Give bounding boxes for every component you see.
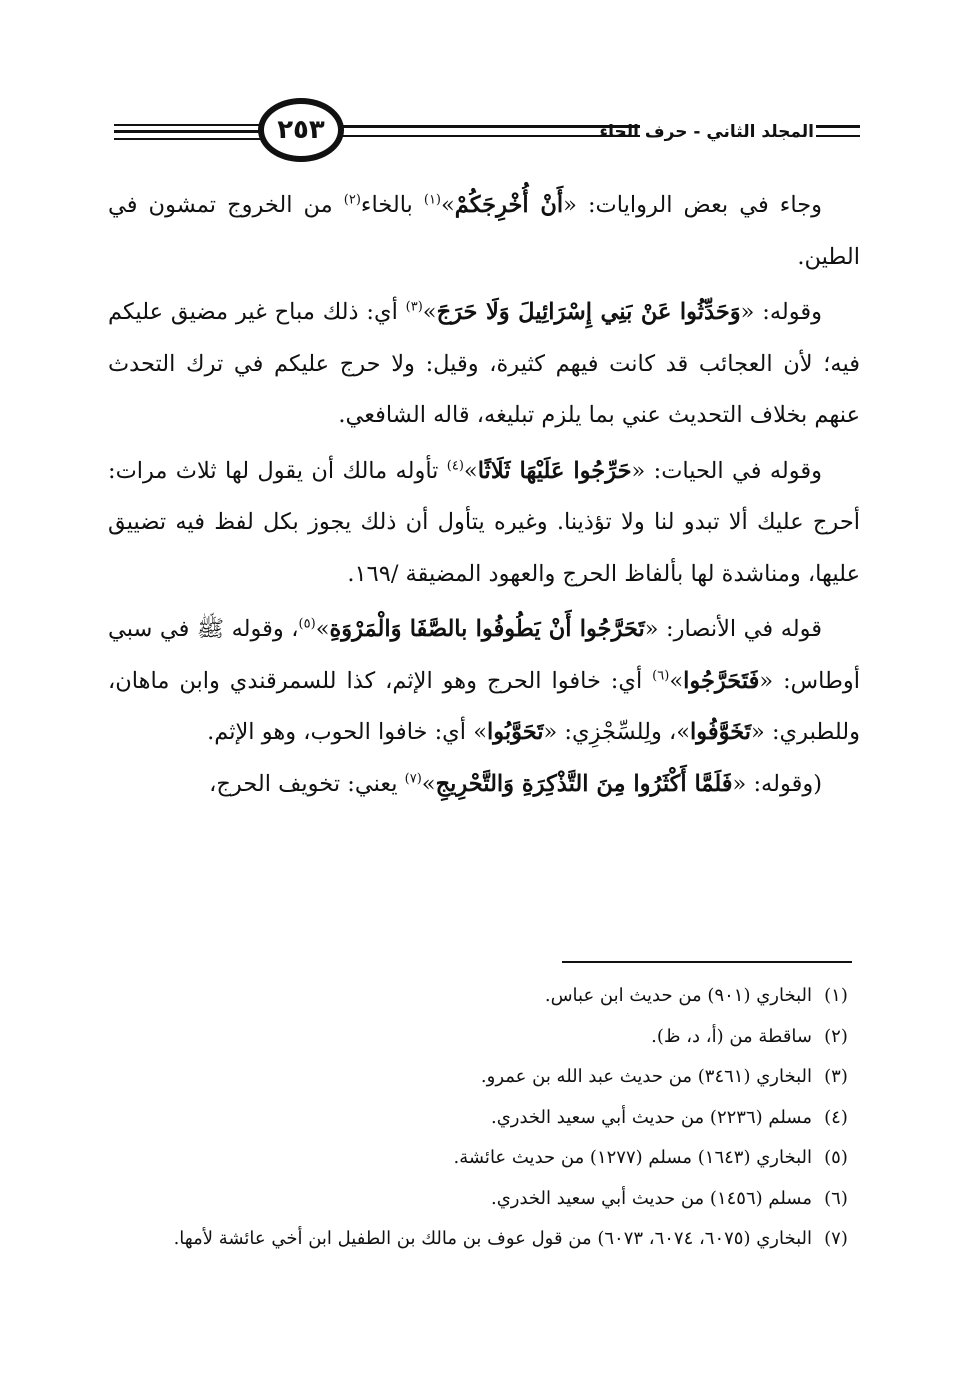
text-run: »، ولِلسِّجْزِي: «: [543, 719, 690, 745]
footnote-text: مسلم (١٤٥٦) من حديث أبي سعيد الخدري.: [490, 1187, 812, 1209]
footnotes: [108, 976, 860, 1260]
footnote-text: البخاري (١٦٤٣) مسلم (١٢٧٧) من حديث عائشة.: [453, 1147, 812, 1168]
page-number: ٢٥٣: [277, 115, 325, 145]
hadith-quote: فَتَحَرَّجُوا: [683, 667, 760, 694]
footnote-text: البخاري (٩٠١) من حديث ابن عباس.: [544, 985, 812, 1006]
footnote-separator: [562, 961, 852, 963]
footnote: [108, 1179, 860, 1220]
hadith-quote: تَخَوَّفُوا: [690, 719, 752, 745]
paragraph: [108, 604, 860, 759]
header-rule: [816, 135, 860, 137]
hadith-quote: تَحَوَّبُوا: [486, 719, 544, 745]
footnote: [108, 976, 860, 1017]
hadith-quote: تَحَرَّجُوا أَنْ يَطُوفُوا بالصَّفَا وَالْمَرْوَةِ: [329, 616, 645, 642]
text-run: من الخروج تمشون في الطين.: [108, 192, 860, 270]
footnote-text: البخاري (٦٠٧٥، ٦٠٧٤، ٦٠٧٣) من قول عوف بن مالك بن الطفيل ابن أخي عائشة لأمها.: [173, 1228, 812, 1249]
main-text: [108, 180, 860, 810]
footnote-ref: (٣): [405, 299, 423, 315]
footnote-number: (٧): [824, 1228, 848, 1249]
text-run: ، وقوله ﷺ في سبي أوطاس: «: [108, 616, 860, 694]
hadith-quote: حَرِّجُوا عَلَيْهَا ثَلَاثًا: [477, 457, 632, 484]
footnote-ref: (٧): [404, 771, 422, 786]
footnote-text: البخاري (٣٤٦١) من حديث عبد الله بن عمرو.: [480, 1066, 812, 1087]
header-rule: [114, 130, 264, 133]
footnote-text: مسلم (٢٢٣٦) من حديث أبي سعيد الخدري.: [490, 1106, 812, 1128]
footnote: [108, 1138, 860, 1179]
header-rule: [340, 135, 640, 137]
footnote-ref: (١): [423, 192, 441, 208]
footnote-ref: (٦): [652, 668, 670, 683]
page-number-badge: [258, 98, 344, 162]
footnote-ref: (٢): [343, 192, 361, 208]
text-run: وقوله في الحيات: «: [631, 457, 823, 484]
footnote-ref: (٤): [446, 458, 464, 473]
header-rule: [816, 125, 860, 128]
footnote: [108, 1098, 860, 1139]
text-run: وجاء في بعض الروايات: «: [563, 192, 822, 218]
footnote: [108, 1219, 860, 1260]
text-run: »: [463, 457, 478, 484]
paragraph: [108, 287, 860, 442]
footnote: [108, 1057, 860, 1098]
text-run: يعني: تخويف الحرج،: [209, 770, 405, 797]
text-run: »: [669, 667, 684, 694]
footnote-number: (٥): [824, 1147, 848, 1168]
header-rule: [114, 138, 264, 140]
footnote-number: (٣): [824, 1066, 848, 1087]
text-run: (وقوله: «: [732, 770, 822, 797]
footnote-text: ساقطة من (أ، د، ظ).: [651, 1025, 812, 1047]
text-run: وقوله: «: [740, 299, 822, 325]
running-title: المجلد الثاني - حرف الحاء: [599, 122, 814, 142]
footnote-number: (١): [824, 985, 848, 1006]
text-run: »: [421, 770, 436, 797]
paragraph: [108, 759, 860, 811]
page-header: [108, 98, 860, 168]
header-rule: [114, 124, 264, 126]
text-run: »: [422, 299, 437, 325]
text-run: »: [315, 616, 330, 642]
hadith-quote: أَنْ أُخْرِجَكُمْ: [454, 192, 564, 218]
footnote-number: (٢): [824, 1025, 848, 1047]
footnote-ref: (٥): [298, 616, 316, 632]
hadith-quote: وَحَدِّثُوا عَنْ بَنِي إِسْرَائِيلَ وَلَا حَرَجَ: [436, 299, 741, 325]
text-run: قوله في الأنصار: «: [644, 616, 822, 642]
text-run: بالخاء: [360, 192, 424, 218]
paragraph: [108, 180, 860, 283]
text-run: »: [441, 192, 455, 218]
hadith-quote: فَلَمَّا أَكْثَرُوا مِنَ التَّذْكِرَةِ وَالتَّحْرِيجِ: [435, 770, 733, 797]
text-run: أي: خافوا الحرج وهو الإثم، كذا للسمرقندي وابن ماهان، وللطبري: «: [108, 667, 860, 745]
text-run: » أي: خافوا الحوب، وهو الإثم.: [207, 719, 487, 745]
footnote-number: (٦): [824, 1187, 848, 1209]
text-run: أي: ذلك مباح غير مضيق عليكم فيه؛ لأن العجائب قد كانت فيهم كثيرة، وقيل: ولا حرج عليكم في ترك التحدث عنهم بخلاف التحديث عني بما يلزم تبليغه، قاله الشافعي.: [108, 299, 860, 428]
footnote: [108, 1017, 860, 1058]
text-run: تأوله مالك أن يقول لها ثلاث مرات: أحرج عليك ألا تبدو لنا ولا تؤذينا. وغيره يتأول أن ذلك يجوز بكل لفظ فيه تضييق عليها، ومناشدة لها بألفاظ الحرج والعهود المضيقة /١٦٩.: [108, 457, 860, 587]
header-rule: [340, 125, 640, 128]
footnote-number: (٤): [824, 1106, 848, 1128]
paragraph: [108, 446, 860, 601]
